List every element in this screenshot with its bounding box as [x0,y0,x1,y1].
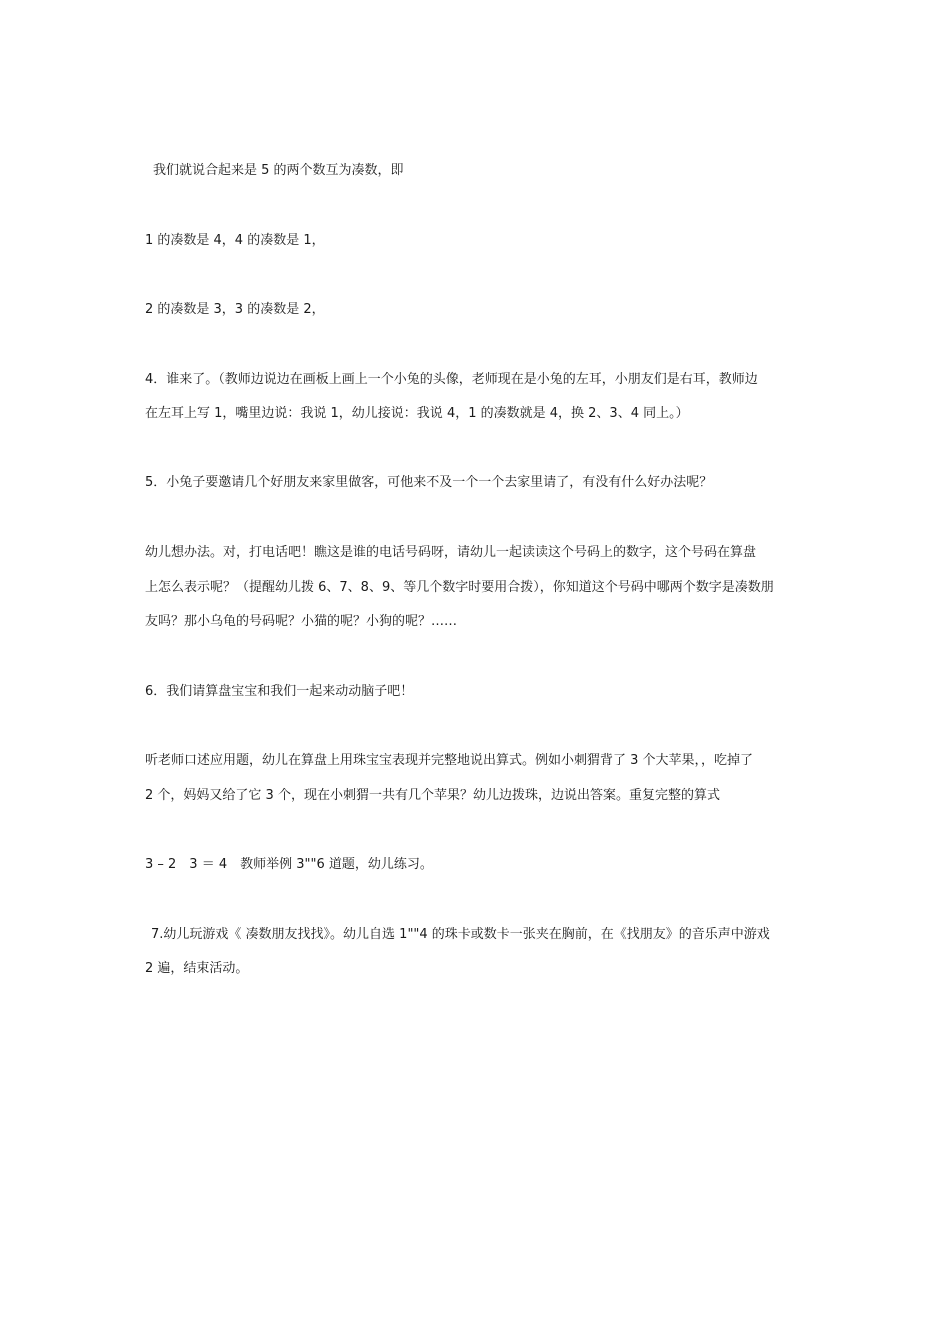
text-line-step-4b: 在左耳上写 1，嘴里边说：我说 1，幼儿接说：我说 4，1 的凑数就是 4，换 2、3、4 同上。） [145,406,689,421]
text-line-step-5: 5．小兔子要邀请几个好朋友来家里做客，可他来不及一个一个去家里请了，有没有什么好办法呢？ [145,475,713,490]
text-line-step-7a: 7.幼儿玩游戏《 凑数朋友找找》。幼儿自选 1""4 的珠卡或数卡一张夹在胸前，在《找朋友》的音乐声中游戏 [151,927,770,942]
text-line-problem-b: 2 个，妈妈又给了它 3 个，现在小刺猬一共有几个苹果？幼儿边拨珠，边说出答案。重复完整的算式 [145,788,720,803]
text-line-pair-1-4: 1 的凑数是 4，4 的凑数是 1， [145,233,325,248]
text-line-formula: 3 – 2 3 ＝ 4 教师举例 3""6 道题，幼儿练习。 [145,857,433,872]
text-line-pair-2-3: 2 的凑数是 3，3 的凑数是 2， [145,302,325,317]
text-line-step-4a: 4．谁来了。（教师边说边在画板上画上一个小兔的头像，老师现在是小兔的左耳，小朋友们是右耳，教师边 [145,372,758,387]
text-line-phone-c: 友吗？那小乌龟的号码呢？小猫的呢？小狗的呢？…… [145,614,458,629]
text-line-intro: 我们就说合起来是 5 的两个数互为凑数，即 [153,163,404,178]
text-line-phone-b: 上怎么表示呢？（提醒幼儿拨 6、7、8、9、等几个数字时要用合拨），你知道这个号码中哪两个数字是凑数朋 [145,580,774,595]
text-line-step-6: 6．我们请算盘宝宝和我们一起来动动脑子吧！ [145,684,414,699]
text-line-phone-a: 幼儿想办法。对，打电话吧！瞧这是谁的电话号码呀，请幼儿一起读读这个号码上的数字，这个号码在算盘 [145,545,757,560]
text-line-step-7b: 2 遍，结束活动。 [145,961,249,976]
text-line-problem-a: 听老师口述应用题，幼儿在算盘上用珠宝宝表现并完整地说出算式。例如小刺猬背了 3 个大苹果，，吃掉了 [145,753,754,768]
